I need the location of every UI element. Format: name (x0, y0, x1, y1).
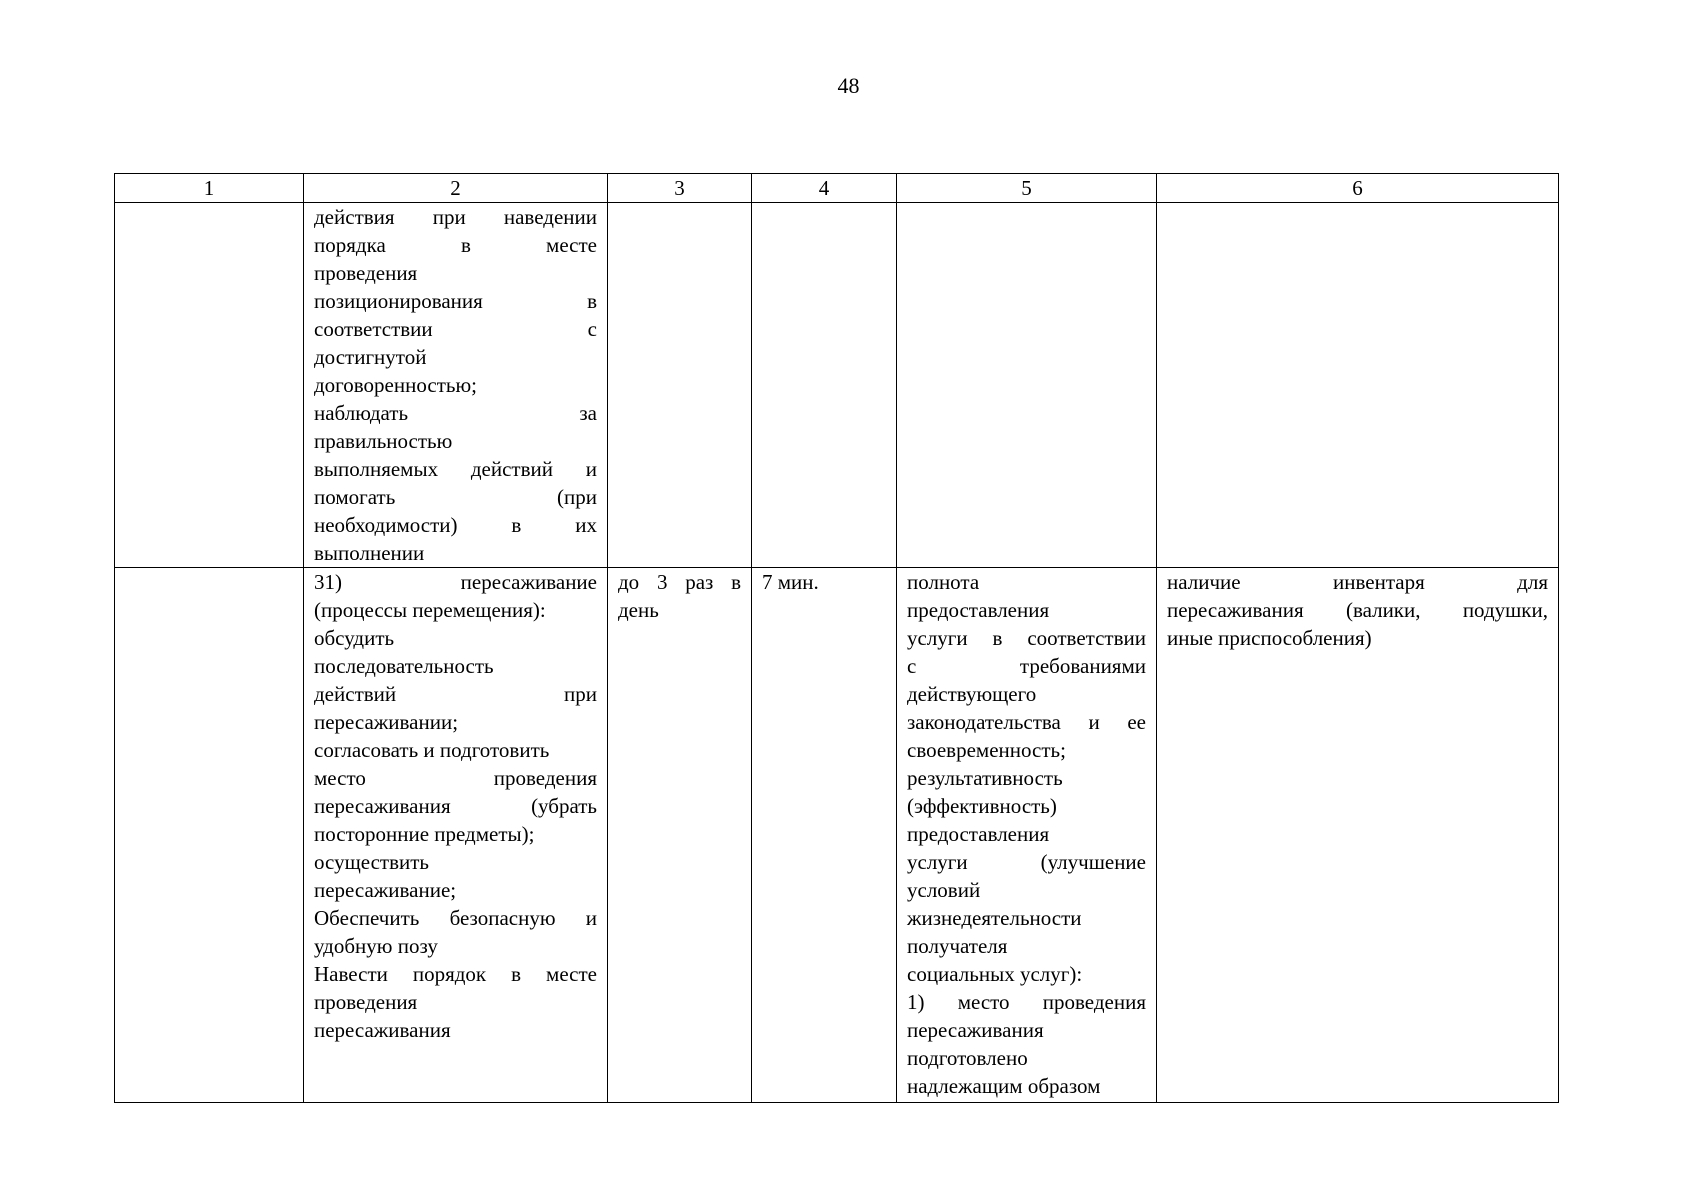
table-cell-col1 (115, 203, 304, 568)
column-header: 3 (608, 174, 752, 203)
table-cell-col4: 7 мин. (752, 568, 897, 1103)
cell-text-line: предоставления (907, 822, 1050, 846)
cell-text-line: результативность (907, 766, 1063, 790)
cell-text-line: услуги (улучшение (907, 850, 1146, 874)
cell-text-line: правильностью (314, 429, 453, 453)
cell-text-line: выполняемых действий и (314, 457, 597, 481)
cell-text-line: подготовлено (907, 1046, 1028, 1070)
cell-text-line: проведения (314, 990, 418, 1014)
cell-text-line: пересаживания (907, 1018, 1044, 1042)
cell-text-line: день (618, 598, 659, 622)
cell-text-line: посторонние предметы); (314, 822, 535, 846)
cell-text-line: условий (907, 878, 981, 902)
cell-text-line: позиционирования в (314, 289, 597, 313)
cell-text-line: получателя (907, 934, 1008, 958)
cell-text-line: пересаживания (убрать (314, 794, 597, 818)
cell-text-line: полнота (907, 570, 980, 594)
cell-text-line: надлежащим образом (907, 1074, 1101, 1098)
cell-text-line: своевременность; (907, 738, 1066, 762)
cell-text-line: услуги в соответствии (907, 626, 1146, 650)
table-cell-col3 (608, 203, 752, 568)
cell-text-line: Обеспечить безопасную и (314, 906, 597, 930)
cell-text-line: наблюдать за (314, 401, 597, 425)
table-row (115, 568, 1559, 1103)
cell-text-line: с требованиями (907, 654, 1146, 678)
table-cell-col3 (608, 568, 752, 1103)
cell-text-line: согласовать и подготовить (314, 738, 550, 762)
table-header-row (115, 174, 1559, 203)
cell-text-line: последовательность (314, 654, 494, 678)
column-header: 1 (115, 174, 304, 203)
cell-text-line: законодательства и ее (907, 710, 1146, 734)
cell-text-line: 1) место проведения (907, 990, 1146, 1014)
table-cell-col2 (304, 568, 608, 1103)
cell-text-line: осуществить (314, 850, 429, 874)
column-header: 4 (752, 174, 897, 203)
cell-text-line: проведения (314, 261, 418, 285)
table-cell-col6 (1157, 203, 1559, 568)
cell-text-line: предоставления (907, 598, 1050, 622)
cell-text-line: до 3 раз в (618, 570, 741, 594)
table-cell-col4 (752, 203, 897, 568)
cell-text-line: иные приспособления) (1167, 626, 1372, 650)
cell-text-line: порядка в месте (314, 233, 597, 257)
cell-text-line: (эффективность) (907, 794, 1057, 818)
cell-text-line: место проведения (314, 766, 597, 790)
cell-text-line: социальных услуг): (907, 962, 1083, 986)
cell-text-line: наличие инвентаря для (1167, 570, 1548, 594)
column-header: 2 (304, 174, 608, 203)
cell-text-line: (процессы перемещения): (314, 598, 546, 622)
table-row (115, 203, 1559, 568)
cell-text-line: пересаживания (314, 1018, 451, 1042)
cell-text-line: удобную позу (314, 934, 438, 958)
cell-text-line: договоренностью; (314, 373, 477, 397)
cell-text-line: необходимости) в их (314, 513, 597, 537)
table-cell-col2 (304, 203, 608, 568)
cell-text-line: 31) пересаживание (314, 570, 597, 594)
cell-text-line: жизнедеятельности (907, 906, 1082, 930)
page-number: 48 (837, 73, 860, 98)
table-cell-col5 (897, 203, 1157, 568)
cell-text-line: обсудить (314, 626, 395, 650)
column-header: 6 (1157, 174, 1559, 203)
cell-text-line: достигнутой (314, 345, 427, 369)
cell-text-line: пересаживании; (314, 710, 459, 734)
cell-text-line: соответствии с (314, 317, 597, 341)
cell-text-line: действий при (314, 682, 597, 706)
cell-text-line: выполнении (314, 541, 425, 565)
cell-text-line: пересаживание; (314, 878, 457, 902)
table-cell-col5 (897, 568, 1157, 1103)
cell-text-line: пересаживания (валики, подушки, (1167, 598, 1548, 622)
services-table (114, 173, 1559, 1103)
column-header: 5 (897, 174, 1157, 203)
cell-text-line: помогать (при (314, 485, 597, 509)
cell-text-line: действия при наведении (314, 205, 597, 229)
cell-text-line: Навести порядок в месте (314, 962, 597, 986)
table-cell-col6 (1157, 568, 1559, 1103)
table-cell-col1 (115, 568, 304, 1103)
cell-text-line: действующего (907, 682, 1037, 706)
